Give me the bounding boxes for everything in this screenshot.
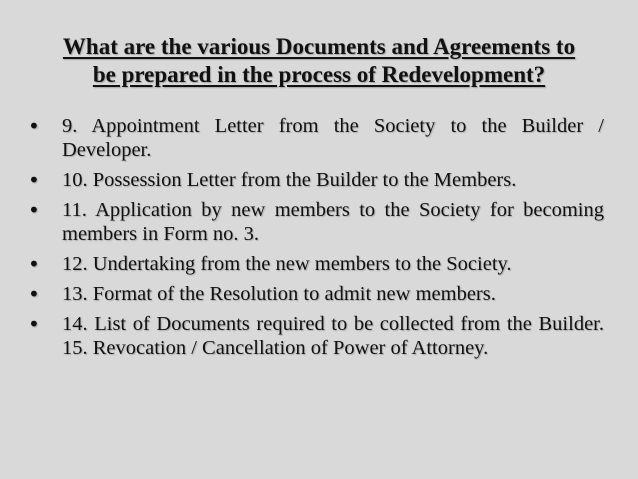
title-line-2: be prepared in the process of Redevelopment? bbox=[92, 62, 546, 87]
bullet-text: 12. Undertaking from the new members to the Society. bbox=[62, 253, 512, 275]
bullet-icon: • bbox=[28, 168, 40, 192]
bullet-list bbox=[28, 114, 604, 366]
bullet-icon: • bbox=[28, 198, 40, 222]
slide-title bbox=[24, 33, 614, 89]
bullet-icon: • bbox=[28, 252, 40, 276]
bullet-icon: • bbox=[28, 282, 40, 306]
bullet-text: 11. Application by new members to the Society for becoming members in Form no. 3. bbox=[62, 199, 604, 245]
bullet-text: 9. Appointment Letter from the Society to the Builder / Developer. bbox=[62, 115, 604, 161]
bullet-item bbox=[28, 168, 604, 192]
bullet-item bbox=[28, 198, 604, 246]
bullet-item bbox=[28, 312, 604, 360]
title-line-1: What are the various Documents and Agreements to bbox=[62, 34, 576, 59]
bullet-item bbox=[28, 252, 604, 276]
bullet-item bbox=[28, 114, 604, 162]
bullet-icon: • bbox=[28, 114, 40, 138]
bullet-text: 10. Possession Letter from the Builder to the Members. bbox=[62, 169, 517, 191]
bullet-item bbox=[28, 282, 604, 306]
bullet-icon: • bbox=[28, 312, 40, 336]
bullet-text: 14. List of Documents required to be collected from the Builder. 15. Revocation / Cancellation of Power of Attorney. bbox=[62, 313, 604, 359]
bullet-text: 13. Format of the Resolution to admit new members. bbox=[62, 283, 496, 305]
